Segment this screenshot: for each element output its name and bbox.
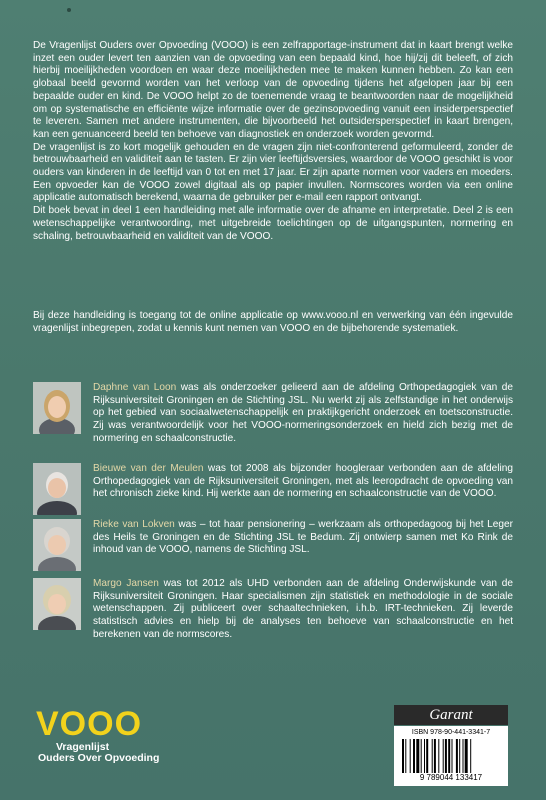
author-photo — [33, 578, 81, 630]
author-photo — [33, 463, 81, 515]
access-note: Bij deze handleiding is toegang tot de online applicatie op www.vooo.nl en verwerking van één ingevulde vragenlijst inbegrepen, zodat u kennis kunt nemen van VOOO en de bijbehorende systematiek. — [33, 310, 513, 334]
author-name: Bieuwe van der Meulen — [93, 463, 204, 474]
author-photo — [33, 382, 81, 434]
vooo-logo — [36, 706, 176, 776]
author-photo — [33, 519, 81, 571]
author-bio-daphne — [33, 382, 513, 452]
author-name: Daphne van Loon — [93, 382, 177, 393]
intro-text — [33, 40, 513, 243]
isbn-label: ISBN 978-90-441-3341-7 — [411, 729, 491, 736]
intro-paragraph-2: De vragenlijst is zo kort mogelijk gehouden en de vragen zijn niet-confronterend geformuleerd, zonder de betrouwbaarheid en validiteit aan te tasten. Er zijn vier leeftijdsversies, waardoor de VOOO geschikt is voor ouders van kinderen in de leeftijd van 0 tot en met 17 jaar. Er zijn aparte normen voor vaders en moeders. Een opvoeder kan de VOOO zowel digitaal als op papier invullen. Normscores worden via een online applicatie automatisch berekend, waarna de gebruiker per e-mail een rapport ontvangt. — [33, 141, 513, 204]
author-bio-margo — [33, 578, 513, 648]
intro-paragraph-1: De Vragenlijst Ouders over Opvoeding (VOOO) is een zelfrapportage-instrument dat in kaart brengt welke inzet een ouder levert ten aanzien van de opvoeding van een bepaald kind, hoe hij/zij dit beleeft, of zich hierbij moeilijkheden voordoen en waar deze moeilijkheden mee te maken kunnen hebben. Zo kan een globaal beeld gevormd worden van het verloop van de opvoeding tijdens het afgelopen jaar bij een bepaalde ouder en kind. De VOOO helpt zo de toenemende vraag te beantwoorden naar de mogelijkheid om op systematische en efficiënte wijze informatie over de gezinsopvoeding vanuit een insiderperspectief te leveren. Samen met andere instrumenten, die bijvoorbeeld het outsidersperspectief in kaart brengen, kan een genuanceerd beeld ten behoeve van diagnostiek en onderzoek worden gevormd. — [33, 40, 513, 140]
decorative-dot — [67, 8, 71, 12]
logo-line-2: Ouders Over Opvoeding — [38, 752, 160, 764]
author-description: was als onderzoeker gelieerd aan de afdeling Orthopedagogiek van de Rijksuniversiteit Groningen en de Stichting JSL. Nu werkt zij als zelfstandige in het onderwijs op het gebied van sociaalwetenschappelijk en praktijkgericht onderzoek en toetsconstructie. Zij was verantwoordelijk voor het VOOO-normeringsonderzoek en hield zich bezig met de normering en schaalconstructie. — [93, 382, 513, 444]
author-name: Rieke van Lokven — [93, 519, 175, 530]
barcode-box — [394, 726, 508, 786]
author-description: was tot 2008 als bijzonder hoogleraar verbonden aan de afdeling Orthopedagogiek van de Rijksuniversiteit Groningen, met als leeropdracht de opvoeding van het chronisch zieke kind. Hij werkte aan de normering en schaalconstructie van de VOOO. — [93, 463, 513, 500]
logo-word: VOOO — [36, 705, 143, 743]
author-name: Margo Jansen — [93, 578, 159, 589]
logo-line-1: Vragenlijst — [56, 741, 110, 753]
barcode-number: 9 789044 133417 — [419, 773, 483, 782]
publisher-logo: Garant — [394, 705, 508, 725]
author-description: was – tot haar pensionering – werkzaam als orthopedagoog bij het Leger des Heils te Groningen en de Stichting JSL te Bedum. Zij ontwierp samen met Ko Rink de inhoud van de VOOO, namens de Stichting JSL. — [93, 519, 513, 556]
intro-paragraph-3: Dit boek bevat in deel 1 een handleiding met alle informatie over de afname en interpretatie. Deel 2 is een wetenschappelijke verantwoording, met uitgebreide toelichtingen op de uitgangspunten, normering en schaling, betrouwbaarheid en validiteit van de VOOO. — [33, 205, 513, 242]
barcode-icon — [402, 739, 500, 773]
author-description: was tot 2012 als UHD verbonden aan de afdeling Onderwijskunde van de Rijksuniversiteit Groningen. Haar specialismen zijn statistiek en methodologie in de sociale wetenschappen. Zij publiceert over schaaltechnieken, i.h.b. IRT-technieken. Zij leverde statistisch advies en hielp bij de analyses ten behoeve van schaalconstructie en het berekenen van de normscores. — [93, 578, 513, 640]
